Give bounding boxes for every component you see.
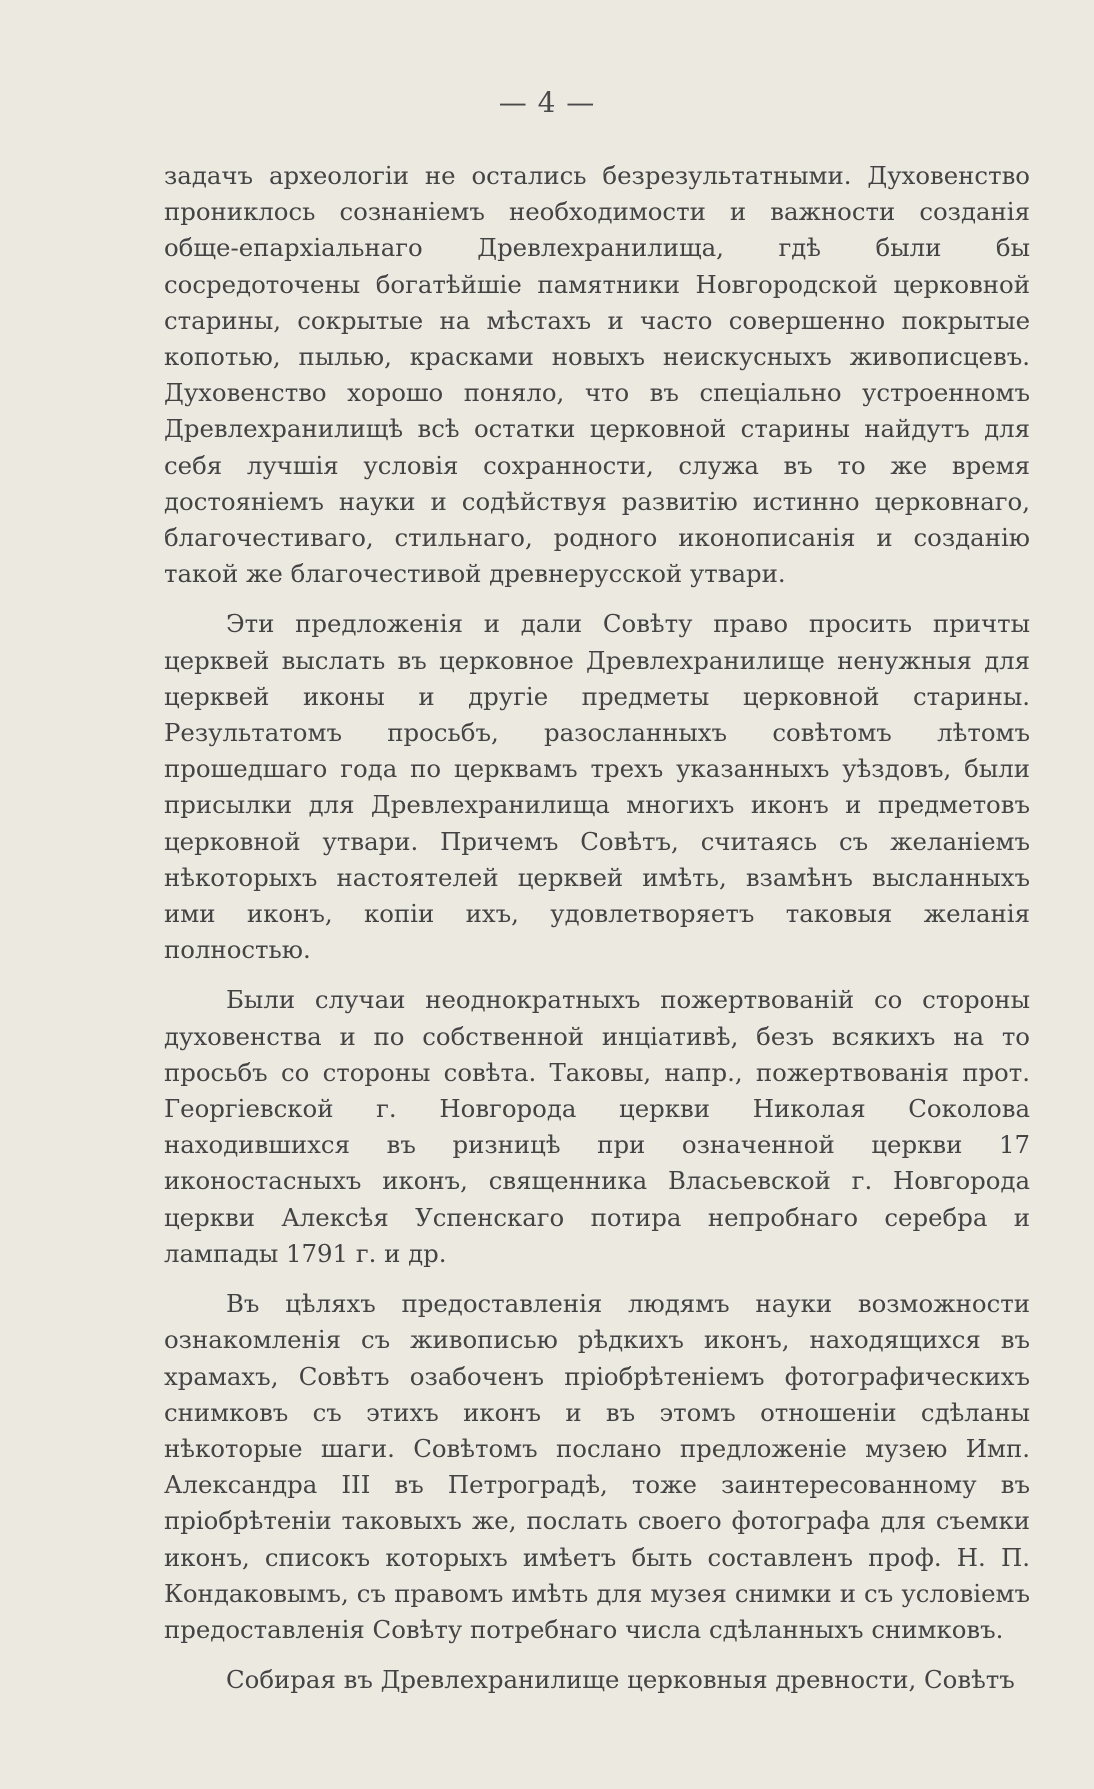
paragraph-2: Эти предложенія и дали Совѣту право просить причты церквей выслать въ церковное Древлехранилище ненужныя для церквей иконы и другіе предметы церковной старины. Результатомъ просьбъ, разосланныхъ совѣтомъ лѣтомъ прошедшаго года по церквамъ трехъ указанныхъ уѣздовъ, были присылки для Древлехранилища многихъ иконъ и предметовъ церковной утвари. Причемъ Совѣтъ, считаясь съ желаніемъ нѣкоторыхъ настоятелей церквей имѣть, взамѣнъ высланныхъ ими иконъ, копіи ихъ, удовлетворяетъ таковыя желанія полностью. [164,609,1030,965]
page-number: — 4 — [498,86,596,119]
body-text [164,158,1030,1698]
paragraph-3: Были случаи неоднократныхъ пожертвованій со стороны духовенства и по собственной инціативѣ, безъ всякихъ на то просьбъ со стороны совѣта. Таковы, напр., пожертвованія прот. Георгіевской г. Новгорода церкви Николая Соколова находившихся въ ризницѣ при означенной церкви 17 иконостасныхъ иконъ, священника Власьевской г. Новгорода церкви Алексѣя Успенскаго потира непробнаго серебра и лампады 1791 г. и др. [164,985,1030,1268]
paragraph-4: Въ цѣляхъ предоставленія людямъ науки возможности ознакомленія съ живописью рѣдкихъ иконъ, находящихся въ храмахъ, Совѣтъ озабоченъ пріобрѣтеніемъ фотографическихъ снимковъ съ этихъ иконъ и въ этомъ отношеніи сдѣланы нѣкоторые шаги. Совѣтомъ послано предложеніе музею Имп. Александра III въ Петроградѣ, тоже заинтересованному въ пріобрѣтеніи таковыхъ же, послать своего фотографа для съемки иконъ, списокъ которыхъ имѣетъ быть составленъ проф. Н. П. Кондаковымъ, съ правомъ имѣть для музея снимки и съ условіемъ предоставленія Совѣту потребнаго числа сдѣланныхъ снимковъ. [164,1289,1030,1644]
paragraph-1: задачъ археологіи не остались безрезультатными. Духовенство прониклось сознаніемъ необходимости и важности созданія обще-епархіальнаго Древлехранилища, гдѣ были бы сосредоточены богатѣйшіе памятники Новгородской церковной старины, сокрытые на мѣстахъ и часто совершенно покрытые копотью, пылью, красками новыхъ неискусныхъ живописцевъ. Духовенство хорошо поняло, что въ спеціально устроенномъ Древлехранилищѣ всѣ остатки церковной старины найдутъ для себя лучшія условія сохранности, служа въ то же время достояніемъ науки и содѣйствуя развитію истинно церковнаго, благочестиваго, стильнаго, родного иконописанія и созданію такой же благочестивой древнерусской утвари. [164,161,1030,589]
paragraph-5: Собирая въ Древлехранилище церковныя древности, Совѣтъ [226,1665,1015,1695]
